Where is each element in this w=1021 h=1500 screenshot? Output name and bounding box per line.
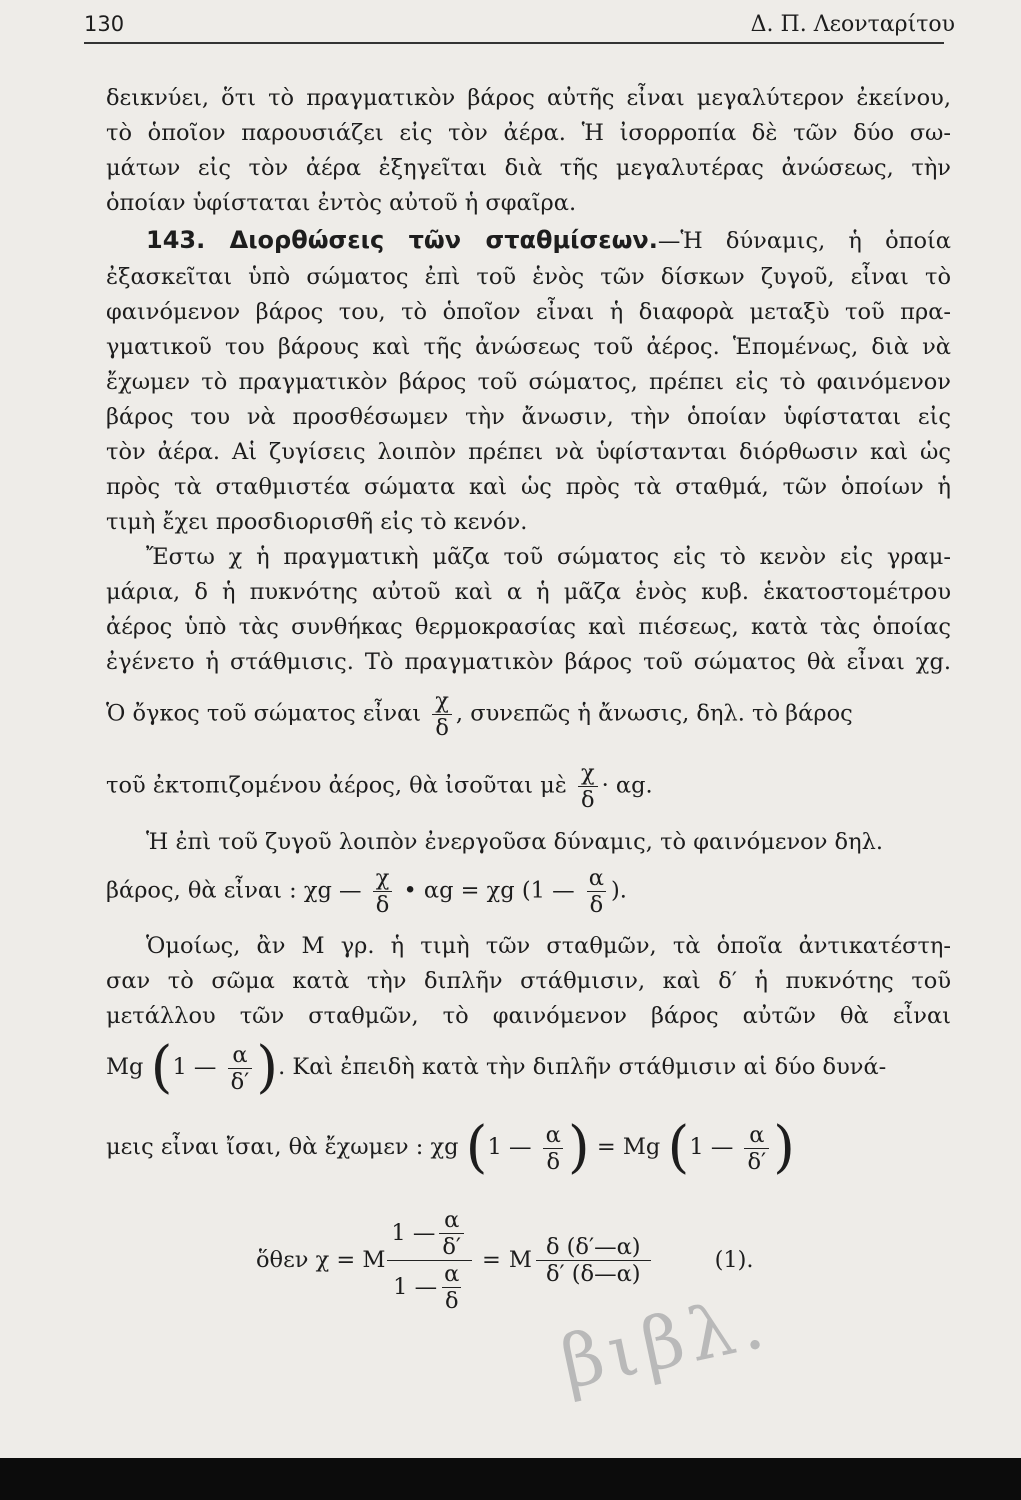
text-line: Ὁμοίως, ἂν M γρ. ἡ τιμὴ τῶν σταθμῶν, τὰ ὁποῖα ἀντικατέστη- [146,933,951,959]
text-line: δεικνύει, ὅτι τὸ πραγματικὸν βάρος αὐτῆς εἶναι μεγαλύτερον ἐκείνου, [106,85,951,111]
text-line: βάρος του νὰ προσθέσωμεν τὴν ἄνωσιν, τὴν ὁποίαν ὑφίσταται εἰς [106,404,951,430]
apparent-weight-line: βάρος, θὰ εἶναι : χg — $\frac{\chi}{\delta}$ • αg = χg (1 — $\frac{\alpha}{\delta}$ ). [106,865,627,918]
fraction-alpha-over-delta-prime: $\frac{\alpha}{\delta'}$ [744,1122,769,1175]
running-title: Δ. Π. Λεονταρίτου [750,12,955,37]
page-header [0,0,1021,44]
fraction-alpha-over-delta-prime: $\frac{\alpha}{\delta'}$ [228,1042,253,1095]
fraction-chi-over-delta: $\frac{\chi}{\delta}$ [578,760,598,813]
section-heading: 143. Διορθώσεις τῶν σταθμίσεων. [146,226,658,254]
text-line: Ἡ ἐπὶ τοῦ ζυγοῦ λοιπὸν ἐνεργοῦσα δύναμις, τὸ φαινόμενον δηλ. [146,829,883,855]
text-line: ἐγένετο ἡ στάθμισις. Τὸ πραγματικὸν βάρος τοῦ σώματος θὰ εἶναι χg. [106,649,951,675]
handwritten-note: βιβλ. [553,1279,777,1405]
equation-number: (1). [714,1247,754,1273]
page-number: 130 [84,12,125,36]
scan-border [0,1458,1021,1500]
text-line: μάρια, δ ἡ πυκνότης αὐτοῦ καὶ α ἡ μᾶζα ἑνὸς κυβ. ἑκατοστομέτρου [106,579,951,605]
text-line: μάτων εἰς τὸν ἀέρα ἐξηγεῖται διὰ τῆς μεγαλυτέρας ἀνώσεως, τὴν [106,155,951,181]
text-line: Ἔστω χ ἡ πραγματικὴ μᾶζα τοῦ σώματος εἰς τὸ κενὸν εἰς γραμ- [146,544,951,570]
text-line: πρὸς τὰ σταθμιστέα σώματα καὶ ὡς πρὸς τὰ σταθμά, τῶν ὁποίων ἡ [106,474,951,500]
text-line: φαινόμενον βάρος του, τὸ ὁποῖον εἶναι ἡ διαφορὰ μεταξὺ τοῦ πρα- [106,299,951,325]
fraction-alpha-over-delta: $\frac{\alpha}{\delta}$ [543,1122,564,1175]
text-line: τὸν ἀέρα. Αἱ ζυγίσεις λοιπὸν πρέπει νὰ ὑφίστανται διόρθωσιν καὶ ὡς [106,439,951,465]
final-equation: ὅθεν χ = M 1 — α δ′ 1 — α δ = M δ (δ′—α) δ′ (δ—α) (1). [256,1206,754,1314]
text-line: ἐξασκεῖται ὑπὸ σώματος ἐπὶ τοῦ ἑνὸς τῶν δίσκων ζυγοῦ, εἶναι τὸ [106,264,951,290]
fraction-alpha-over-delta: $\frac{\alpha}{\delta}$ [586,865,607,918]
text-line: ὁποίαν ὑφίσταται ἐντὸς αὐτοῦ ἡ σφαῖρα. [106,190,577,216]
fraction-chi-over-delta: $\frac{\chi}{\delta}$ [373,865,393,918]
text-line: μετάλλου τῶν σταθμῶν, τὸ φαινόμενον βάρος αὐτῶν θὰ εἶναι [106,1003,951,1029]
header-rule [84,42,944,44]
displaced-air-line: τοῦ ἐκτοπιζομένου ἀέρος, θὰ ἰσοῦται μὲ $\frac{\chi}{\delta}$ · αg. [106,760,653,813]
fraction-result: δ (δ′—α) δ′ (δ—α) [536,1234,651,1287]
text-line: ἀέρος ὑπὸ τὰς συνθήκας θερμοκρασίας καὶ πιέσεως, κατὰ τὰς ὁποίας [106,614,951,640]
equal-forces-line: μεις εἶναι ἴσαι, θὰ ἔχωμεν : χg (1 — $\frac{\alpha}{\delta}$ ) = Mg (1 — $\frac{\alpha}{\delta'}$ ) [106,1115,795,1180]
text-line: σαν τὸ σῶμα κατὰ τὴν διπλῆν στάθμισιν, καὶ δ′ ἡ πυκνότης τοῦ [106,968,951,994]
mg-line: Mg (1 — $\frac{\alpha}{\delta'}$ ). Καὶ ἐπειδὴ κατὰ τὴν διπλῆν στάθμισιν αἱ δύο δυνά- [106,1035,887,1100]
volume-line: Ὁ ὄγκος τοῦ σώματος εἶναι $\frac{\chi}{\delta}$ , συνεπῶς ἡ ἄνωσις, δηλ. τὸ βάρος [106,688,853,741]
section-heading-line [146,225,951,256]
section-heading-rest: —Ἡ δύναμις, ἡ ὁποία [657,228,952,254]
text-line: τιμὴ ἔχει προσδιορισθῆ εἰς τὸ κενόν. [106,509,528,535]
fraction-chi-over-delta: $\frac{\chi}{\delta}$ [432,688,452,741]
text-line: ἔχωμεν τὸ πραγματικὸν βάρος τοῦ σώματος, πρέπει εἰς τὸ φαινόμενον [106,369,951,395]
compound-fraction: 1 — α δ′ 1 — α δ [385,1207,474,1314]
text-line: τὸ ὁποῖον παρουσιάζει εἰς τὸν ἀέρα. Ἡ ἰσορροπία δὲ τῶν δύο σω- [106,120,951,146]
text-line: γματικοῦ του βάρους καὶ τῆς ἀνώσεως τοῦ ἀέρος. Ἑπομένως, διὰ νὰ [106,334,951,360]
